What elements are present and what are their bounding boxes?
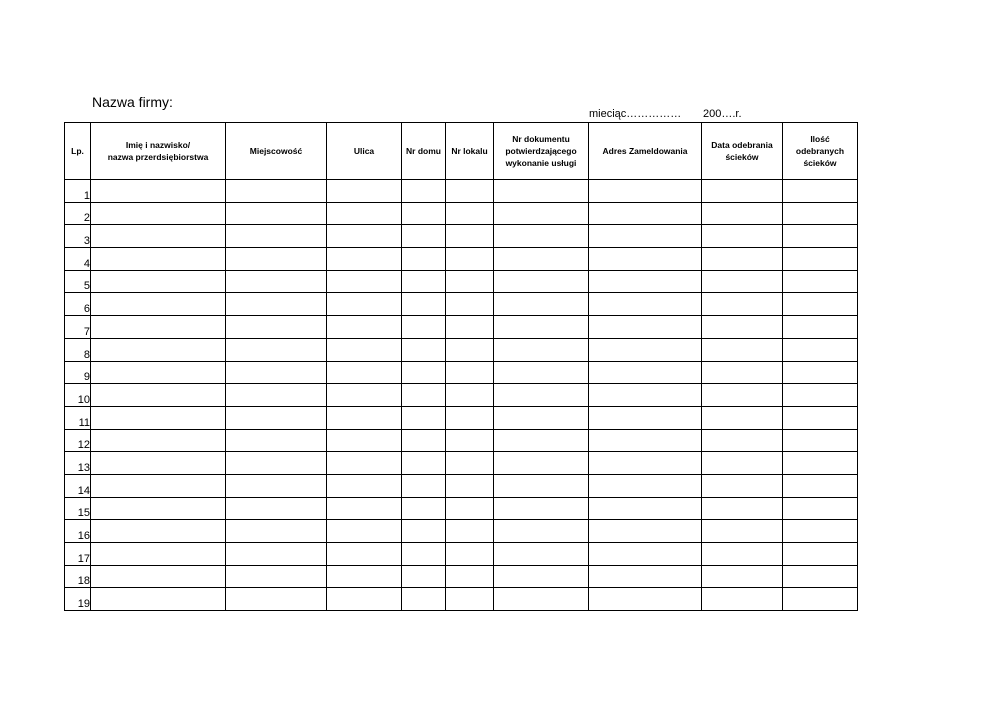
blank-entry-cell[interactable] (226, 202, 327, 225)
row-number: 7 (65, 316, 91, 339)
blank-entry-cell[interactable] (783, 406, 858, 429)
blank-entry-cell[interactable] (494, 406, 589, 429)
blank-entry-cell[interactable] (226, 543, 327, 566)
blank-entry-cell[interactable] (494, 293, 589, 316)
blank-entry-cell[interactable] (91, 474, 226, 497)
blank-entry-cell[interactable] (402, 452, 446, 475)
blank-entry-cell[interactable] (446, 588, 494, 611)
table-row (65, 565, 858, 588)
blank-entry-cell[interactable] (446, 565, 494, 588)
blank-entry-cell[interactable] (327, 520, 402, 543)
table-row (65, 225, 858, 248)
blank-entry-cell[interactable] (589, 429, 702, 452)
blank-entry-cell[interactable] (402, 361, 446, 384)
company-name-label: Nazwa firmy: (92, 94, 173, 110)
blank-entry-cell[interactable] (494, 270, 589, 293)
blank-entry-cell[interactable] (327, 588, 402, 611)
row-number: 8 (65, 338, 91, 361)
blank-entry-cell[interactable] (91, 497, 226, 520)
blank-entry-cell[interactable] (446, 474, 494, 497)
blank-entry-cell[interactable] (494, 543, 589, 566)
blank-entry-cell[interactable] (783, 248, 858, 271)
blank-entry-cell[interactable] (494, 497, 589, 520)
blank-entry-cell[interactable] (589, 497, 702, 520)
blank-entry-cell[interactable] (226, 520, 327, 543)
blank-entry-cell[interactable] (327, 248, 402, 271)
blank-entry-cell[interactable] (589, 225, 702, 248)
blank-entry-cell[interactable] (494, 225, 589, 248)
blank-entry-cell[interactable] (494, 588, 589, 611)
year-field: 200….r. (703, 108, 742, 120)
table-row (65, 316, 858, 339)
blank-entry-cell[interactable] (702, 293, 783, 316)
blank-entry-cell[interactable] (226, 474, 327, 497)
blank-entry-cell[interactable] (402, 180, 446, 203)
blank-entry-cell[interactable] (402, 316, 446, 339)
blank-entry-cell[interactable] (226, 384, 327, 407)
blank-entry-cell[interactable] (402, 384, 446, 407)
blank-entry-cell[interactable] (226, 316, 327, 339)
table-row (65, 338, 858, 361)
blank-entry-cell[interactable] (702, 520, 783, 543)
blank-entry-cell[interactable] (327, 293, 402, 316)
blank-entry-cell[interactable] (494, 474, 589, 497)
row-number: 6 (65, 293, 91, 316)
row-number: 5 (65, 270, 91, 293)
month-field: mieciąc…………… (589, 108, 682, 120)
blank-entry-cell[interactable] (446, 406, 494, 429)
blank-entry-cell[interactable] (91, 452, 226, 475)
blank-entry-cell[interactable] (494, 316, 589, 339)
blank-entry-cell[interactable] (91, 338, 226, 361)
blank-entry-cell[interactable] (446, 202, 494, 225)
blank-entry-cell[interactable] (702, 497, 783, 520)
blank-entry-cell[interactable] (589, 384, 702, 407)
blank-entry-cell[interactable] (402, 270, 446, 293)
blank-entry-cell[interactable] (494, 338, 589, 361)
blank-entry-cell[interactable] (589, 588, 702, 611)
table-row (65, 406, 858, 429)
blank-entry-cell[interactable] (446, 316, 494, 339)
row-number: 14 (65, 474, 91, 497)
blank-entry-cell[interactable] (589, 565, 702, 588)
table-row (65, 293, 858, 316)
blank-entry-cell[interactable] (446, 293, 494, 316)
blank-entry-cell[interactable] (702, 588, 783, 611)
blank-entry-cell[interactable] (327, 316, 402, 339)
blank-entry-cell[interactable] (91, 543, 226, 566)
blank-entry-cell[interactable] (783, 452, 858, 475)
blank-entry-cell[interactable] (589, 543, 702, 566)
blank-entry-cell[interactable] (327, 361, 402, 384)
blank-entry-cell[interactable] (589, 474, 702, 497)
blank-entry-cell[interactable] (494, 361, 589, 384)
blank-entry-cell[interactable] (327, 543, 402, 566)
table-row (65, 497, 858, 520)
blank-entry-cell[interactable] (783, 293, 858, 316)
blank-entry-cell[interactable] (494, 565, 589, 588)
blank-entry-cell[interactable] (494, 452, 589, 475)
row-number: 9 (65, 361, 91, 384)
blank-entry-cell[interactable] (589, 202, 702, 225)
blank-entry-cell[interactable] (226, 270, 327, 293)
blank-entry-cell[interactable] (327, 565, 402, 588)
table-body (65, 180, 858, 611)
blank-entry-cell[interactable] (446, 225, 494, 248)
row-number: 3 (65, 225, 91, 248)
blank-entry-cell[interactable] (91, 180, 226, 203)
col-header-quantity: Ilość odebranych ścieków (783, 123, 858, 180)
blank-entry-cell[interactable] (783, 474, 858, 497)
blank-entry-cell[interactable] (494, 429, 589, 452)
blank-entry-cell[interactable] (783, 225, 858, 248)
table-header (65, 123, 858, 180)
col-header-city: Miejscowość (226, 123, 327, 180)
blank-entry-cell[interactable] (402, 338, 446, 361)
row-number: 4 (65, 248, 91, 271)
blank-entry-cell[interactable] (327, 497, 402, 520)
blank-entry-cell[interactable] (91, 225, 226, 248)
blank-entry-cell[interactable] (402, 429, 446, 452)
blank-entry-cell[interactable] (327, 338, 402, 361)
blank-entry-cell[interactable] (91, 270, 226, 293)
blank-entry-cell[interactable] (783, 520, 858, 543)
waste-collection-table (64, 122, 858, 611)
blank-entry-cell[interactable] (783, 180, 858, 203)
blank-entry-cell[interactable] (226, 429, 327, 452)
blank-entry-cell[interactable] (702, 270, 783, 293)
blank-entry-cell[interactable] (783, 565, 858, 588)
blank-entry-cell[interactable] (589, 270, 702, 293)
blank-entry-cell[interactable] (226, 361, 327, 384)
blank-entry-cell[interactable] (783, 588, 858, 611)
col-header-unit-no: Nr lokalu (446, 123, 494, 180)
blank-entry-cell[interactable] (702, 565, 783, 588)
table-row (65, 248, 858, 271)
blank-entry-cell[interactable] (327, 474, 402, 497)
blank-entry-cell[interactable] (702, 248, 783, 271)
row-number: 18 (65, 565, 91, 588)
row-number: 2 (65, 202, 91, 225)
blank-entry-cell[interactable] (226, 565, 327, 588)
blank-entry-cell[interactable] (783, 338, 858, 361)
blank-entry-cell[interactable] (783, 316, 858, 339)
blank-entry-cell[interactable] (91, 361, 226, 384)
blank-entry-cell[interactable] (494, 180, 589, 203)
blank-entry-cell[interactable] (91, 248, 226, 271)
blank-entry-cell[interactable] (327, 270, 402, 293)
table-row (65, 429, 858, 452)
table-row (65, 361, 858, 384)
blank-entry-cell[interactable] (327, 180, 402, 203)
header-row (65, 123, 858, 180)
blank-entry-cell[interactable] (702, 361, 783, 384)
blank-entry-cell[interactable] (589, 248, 702, 271)
blank-entry-cell[interactable] (446, 452, 494, 475)
blank-entry-cell[interactable] (783, 270, 858, 293)
table-row (65, 202, 858, 225)
row-number: 13 (65, 452, 91, 475)
blank-entry-cell[interactable] (589, 338, 702, 361)
blank-entry-cell[interactable] (589, 361, 702, 384)
row-number: 19 (65, 588, 91, 611)
blank-entry-cell[interactable] (446, 270, 494, 293)
blank-entry-cell[interactable] (589, 316, 702, 339)
blank-entry-cell[interactable] (402, 406, 446, 429)
blank-entry-cell[interactable] (402, 225, 446, 248)
blank-entry-cell[interactable] (91, 316, 226, 339)
table-row (65, 520, 858, 543)
blank-entry-cell[interactable] (589, 293, 702, 316)
table-row (65, 384, 858, 407)
blank-entry-cell[interactable] (783, 202, 858, 225)
blank-entry-cell[interactable] (446, 543, 494, 566)
blank-entry-cell[interactable] (783, 543, 858, 566)
row-number: 10 (65, 384, 91, 407)
col-header-pickup-date: Data odebrania ścieków (702, 123, 783, 180)
row-number: 1 (65, 180, 91, 203)
blank-entry-cell[interactable] (91, 202, 226, 225)
row-number: 12 (65, 429, 91, 452)
blank-entry-cell[interactable] (446, 497, 494, 520)
blank-entry-cell[interactable] (589, 452, 702, 475)
blank-entry-cell[interactable] (402, 588, 446, 611)
table-row (65, 452, 858, 475)
blank-entry-cell[interactable] (402, 565, 446, 588)
blank-entry-cell[interactable] (226, 338, 327, 361)
col-header-lp: Lp. (65, 123, 91, 180)
blank-entry-cell[interactable] (91, 565, 226, 588)
blank-entry-cell[interactable] (589, 406, 702, 429)
blank-entry-cell[interactable] (402, 248, 446, 271)
blank-entry-cell[interactable] (327, 429, 402, 452)
blank-entry-cell[interactable] (402, 293, 446, 316)
row-number: 15 (65, 497, 91, 520)
blank-entry-cell[interactable] (446, 248, 494, 271)
blank-entry-cell[interactable] (226, 248, 327, 271)
blank-entry-cell[interactable] (446, 361, 494, 384)
blank-entry-cell[interactable] (494, 248, 589, 271)
blank-entry-cell[interactable] (702, 543, 783, 566)
blank-entry-cell[interactable] (327, 225, 402, 248)
blank-entry-cell[interactable] (327, 406, 402, 429)
blank-entry-cell[interactable] (702, 429, 783, 452)
blank-entry-cell[interactable] (91, 588, 226, 611)
blank-entry-cell[interactable] (327, 384, 402, 407)
blank-entry-cell[interactable] (446, 429, 494, 452)
col-header-document-no: Nr dokumentu potwierdzającego wykonanie usługi (494, 123, 589, 180)
col-header-name: Imię i nazwisko/ nazwa przerdsiębiorstwa (91, 123, 226, 180)
col-header-street: Ulica (327, 123, 402, 180)
blank-entry-cell[interactable] (494, 520, 589, 543)
col-header-address: Adres Zameldowania (589, 123, 702, 180)
blank-entry-cell[interactable] (226, 225, 327, 248)
blank-entry-cell[interactable] (702, 225, 783, 248)
blank-entry-cell[interactable] (402, 202, 446, 225)
blank-entry-cell[interactable] (783, 361, 858, 384)
blank-entry-cell[interactable] (702, 180, 783, 203)
blank-entry-cell[interactable] (702, 202, 783, 225)
table-row (65, 474, 858, 497)
blank-entry-cell[interactable] (327, 452, 402, 475)
blank-entry-cell[interactable] (91, 520, 226, 543)
blank-entry-cell[interactable] (402, 543, 446, 566)
blank-entry-cell[interactable] (446, 338, 494, 361)
blank-entry-cell[interactable] (91, 293, 226, 316)
blank-entry-cell[interactable] (226, 588, 327, 611)
blank-entry-cell[interactable] (327, 202, 402, 225)
table-row (65, 543, 858, 566)
blank-entry-cell[interactable] (702, 452, 783, 475)
blank-entry-cell[interactable] (226, 293, 327, 316)
blank-entry-cell[interactable] (226, 180, 327, 203)
col-header-house-no: Nr domu (402, 123, 446, 180)
blank-entry-cell[interactable] (402, 497, 446, 520)
blank-entry-cell[interactable] (91, 406, 226, 429)
blank-entry-cell[interactable] (226, 406, 327, 429)
blank-entry-cell[interactable] (702, 406, 783, 429)
blank-entry-cell[interactable] (226, 452, 327, 475)
row-number: 17 (65, 543, 91, 566)
blank-entry-cell[interactable] (702, 316, 783, 339)
blank-entry-cell[interactable] (702, 338, 783, 361)
blank-entry-cell[interactable] (589, 520, 702, 543)
blank-entry-cell[interactable] (783, 497, 858, 520)
blank-entry-cell[interactable] (783, 429, 858, 452)
blank-entry-cell[interactable] (91, 429, 226, 452)
table-row (65, 180, 858, 203)
blank-entry-cell[interactable] (402, 520, 446, 543)
blank-entry-cell[interactable] (589, 180, 702, 203)
blank-entry-cell[interactable] (494, 202, 589, 225)
blank-entry-cell[interactable] (702, 474, 783, 497)
blank-entry-cell[interactable] (446, 180, 494, 203)
blank-entry-cell[interactable] (226, 497, 327, 520)
blank-entry-cell[interactable] (446, 384, 494, 407)
table-row (65, 270, 858, 293)
blank-entry-cell[interactable] (702, 384, 783, 407)
blank-entry-cell[interactable] (783, 384, 858, 407)
blank-entry-cell[interactable] (402, 474, 446, 497)
blank-entry-cell[interactable] (91, 384, 226, 407)
row-number: 11 (65, 406, 91, 429)
blank-entry-cell[interactable] (494, 384, 589, 407)
row-number: 16 (65, 520, 91, 543)
table-row (65, 588, 858, 611)
blank-entry-cell[interactable] (446, 520, 494, 543)
